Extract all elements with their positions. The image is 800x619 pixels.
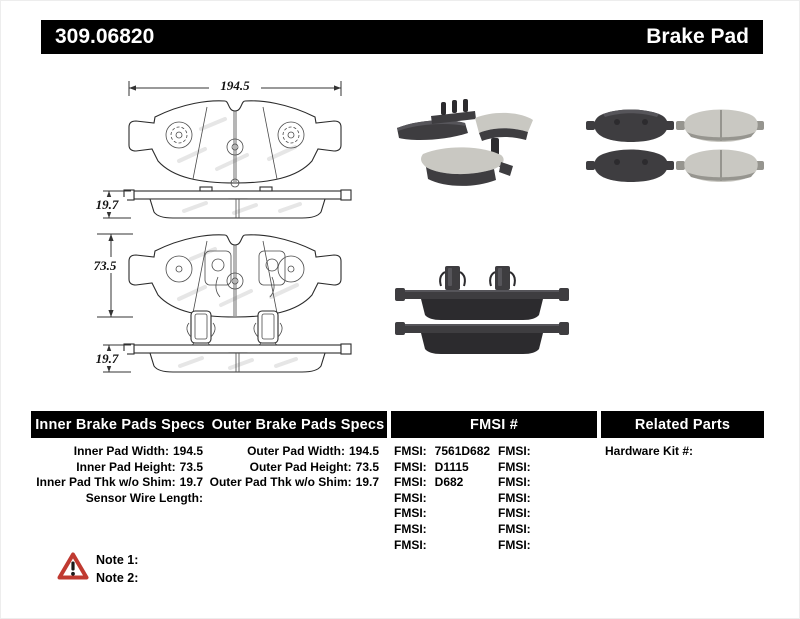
product-photos — [389, 86, 781, 356]
fmsi-row: FMSI: — [394, 506, 427, 521]
outer-pad-thk-row: Outer Pad Thk w/o Shim: 19.7 — [209, 475, 379, 490]
inner-specs-header: Inner Brake Pads Specs — [35, 416, 205, 433]
height-dimension — [85, 234, 133, 317]
sensor-wire-length-row: Sensor Wire Length: — [85, 490, 203, 505]
pad-front-view-drawing — [129, 101, 341, 187]
pad-side-view-drawing — [124, 187, 351, 218]
inner-pad-height-row: Inner Pad Height: 73.5 — [76, 459, 203, 474]
fmsi-row: FMSI: — [498, 537, 531, 552]
fmsi-row: FMSI: D1115 — [394, 459, 469, 474]
fmsi-row: FMSI: — [394, 537, 427, 552]
technical-drawings — [41, 63, 381, 396]
inner-pad-thk-row: Inner Pad Thk w/o Shim: 19.7 — [36, 475, 203, 490]
inner-specs-list — [31, 444, 203, 506]
related-parts-list — [605, 444, 693, 460]
fmsi-row: FMSI: — [498, 444, 531, 458]
inner-pad-width-row: Inner Pad Width: 194.5 — [73, 444, 203, 458]
product-type-title: Brake Pad — [646, 25, 749, 48]
part-number: 309.06820 — [55, 25, 155, 48]
fmsi-row: FMSI: — [498, 459, 531, 474]
outer-specs-list — [207, 444, 379, 491]
fmsi-list-col1 — [394, 444, 490, 553]
pad-front-view-sensor-drawing — [129, 235, 341, 317]
outer-specs-header: Outer Brake Pads Specs — [211, 416, 385, 433]
thickness-dim-top-label: 19.7 — [95, 197, 119, 212]
notes-block — [96, 551, 138, 587]
fmsi-list-col2 — [498, 444, 531, 553]
fmsi-row: FMSI: — [498, 490, 531, 505]
related-parts-header: Related Parts — [601, 411, 764, 438]
pads-hardware-photo — [397, 99, 533, 186]
fmsi-row: FMSI: — [394, 490, 427, 505]
warning-triangle-icon — [57, 551, 89, 581]
note-2: Note 2: — [96, 571, 139, 585]
note-1: Note 1: — [96, 553, 139, 567]
pads-flat-photo — [586, 110, 764, 183]
width-dim-label: 194.5 — [220, 78, 250, 93]
hardware-kit-row: Hardware Kit #: — [605, 444, 694, 458]
fmsi-header: FMSI # — [391, 411, 597, 438]
pad-side-view-clips-drawing — [124, 311, 351, 372]
pads-edge-photo — [395, 266, 569, 354]
fmsi-row: FMSI: — [394, 521, 427, 536]
width-dimension — [129, 78, 341, 96]
fmsi-row: FMSI: D682 — [394, 475, 464, 490]
outer-pad-width-row: Outer Pad Width: 194.5 — [247, 444, 379, 458]
outer-pad-height-row: Outer Pad Height: 73.5 — [249, 459, 379, 474]
fmsi-row: FMSI: — [498, 506, 531, 521]
fmsi-row: FMSI: — [498, 475, 531, 490]
pads-specs-header-bar — [31, 411, 387, 438]
height-dim-label: 73.5 — [93, 258, 117, 273]
fmsi-row: FMSI: — [498, 521, 531, 536]
title-bar — [41, 20, 763, 54]
fmsi-row: FMSI: 7561D682 — [394, 444, 491, 458]
thickness-dim-bottom-label: 19.7 — [95, 351, 119, 366]
